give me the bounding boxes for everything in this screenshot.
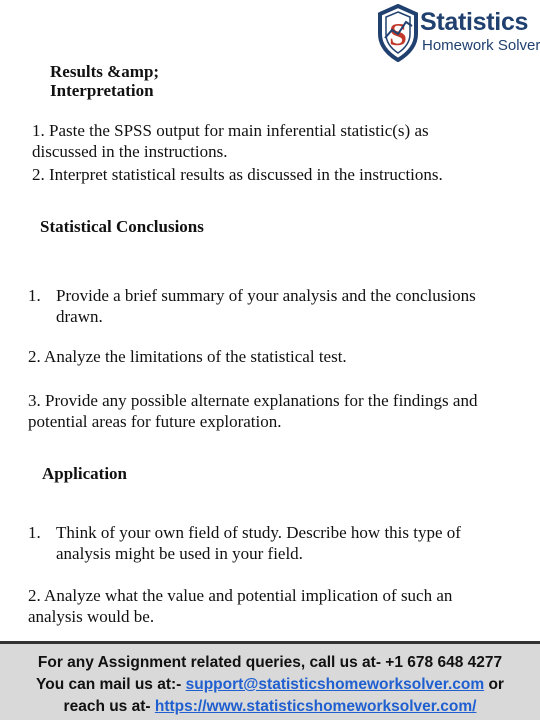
results-heading-line2: Interpretation (50, 81, 154, 100)
application-item-1-line2: analysis might be used in your field. (56, 544, 303, 563)
conclusions-item-3-line2: potential areas for future exploration. (28, 412, 282, 431)
logo-subtitle: Homework Solver (422, 37, 540, 54)
conclusions-heading: Statistical Conclusions (40, 217, 204, 236)
conclusions-item-1-number: 1. (28, 286, 41, 305)
footer-phone-line: For any Assignment related queries, call us at- +1 678 648 4277 (37, 654, 503, 671)
footer-email-prefix: You can mail us at:- (36, 676, 186, 693)
results-heading-line1: Results &amp; (50, 62, 160, 81)
application-item-2-line2: analysis would be. (28, 607, 155, 626)
conclusions-item-2: 2. Analyze the limitations of the statistical test. (28, 347, 347, 366)
brand-logo (376, 4, 540, 64)
application-heading: Application (42, 464, 128, 483)
results-item-2: 2. Interpret statistical results as discussed in the instructions. (32, 165, 443, 184)
application-item-2-line1: 2. Analyze what the value and potential implication of such an (28, 586, 453, 605)
email-link[interactable]: support@statisticshomeworksolver.com (185, 676, 485, 693)
conclusions-item-3-line1: 3. Provide any possible alternate explanations for the findings and (28, 391, 478, 410)
logo-title: Statistics (420, 8, 529, 36)
application-item-1-line1: Think of your own field of study. Describe how this type of (56, 523, 461, 542)
footer-website-prefix: reach us at- (63, 698, 155, 715)
website-link[interactable]: https://www.statisticshomeworksolver.com/ (154, 698, 477, 715)
footer-website-line (0, 696, 540, 718)
footer-email-suffix: or (484, 676, 504, 693)
results-item-1-line1: 1. Paste the SPSS output for main inferential statistic(s) as (32, 121, 429, 140)
shield-s-logo-icon (376, 4, 420, 62)
conclusions-item-1-line1: Provide a brief summary of your analysis and the conclusions (56, 286, 476, 305)
svg-text:S: S (389, 16, 407, 52)
contact-footer (0, 641, 540, 720)
conclusions-item-1-line2: drawn. (56, 307, 103, 326)
application-item-1-number: 1. (28, 523, 41, 542)
results-item-1-line2: discussed in the instructions. (32, 142, 228, 161)
footer-email-line (0, 674, 540, 696)
